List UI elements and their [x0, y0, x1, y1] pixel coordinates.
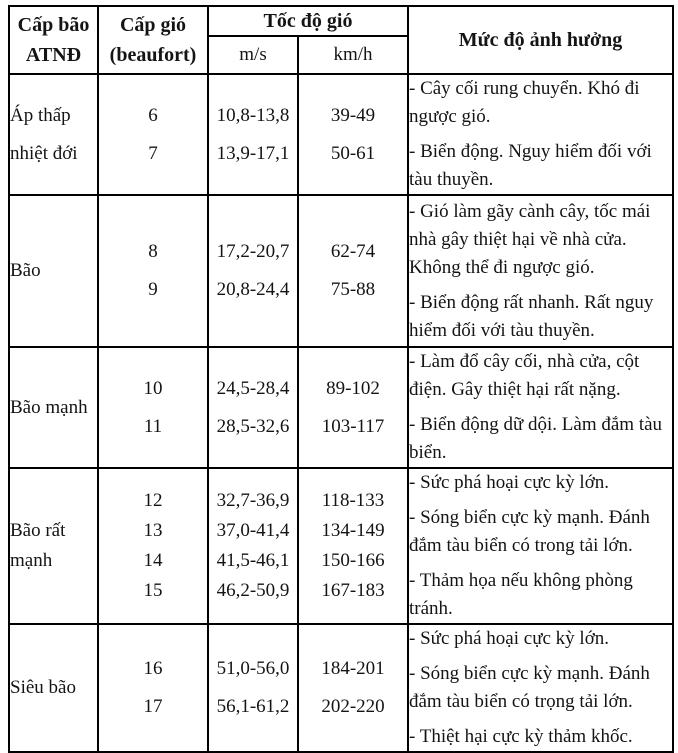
- kmh-range-cell: [298, 195, 408, 347]
- beaufort-level-cell: [98, 468, 208, 624]
- list-line: - Thảm họa nếu không phòng tránh.: [409, 570, 633, 619]
- list-line: 75-88: [330, 279, 376, 300]
- list-line: 150-166: [321, 550, 385, 571]
- list-line: 202-220: [321, 696, 385, 717]
- list-line: ATNĐ: [25, 44, 82, 66]
- list-line: - Biển động dữ dội. Làm đắm tàu biển.: [409, 414, 663, 463]
- kmh-range-cell: [298, 74, 408, 195]
- list-line: 134-149: [321, 520, 385, 541]
- impact-cell: [408, 624, 673, 752]
- ms-range-cell: [208, 195, 298, 347]
- list-line: 24,5-28,4: [216, 377, 290, 399]
- kmh-range-cell: [298, 624, 408, 752]
- list-line: - Làm đổ cây cối, nhà cửa, cột điện. Gây thiệt hại rất nặng.: [409, 351, 640, 400]
- list-line: 8: [148, 241, 158, 262]
- list-line: - Sức phá hoại cực kỳ lớn.: [409, 472, 610, 493]
- impact-cell: [408, 195, 673, 347]
- list-line: 9: [148, 279, 158, 300]
- storm-category-cell: Bão mạnh: [9, 347, 98, 468]
- list-line: 184-201: [321, 658, 385, 679]
- ms-range-cell: [208, 74, 298, 195]
- list-line: 62-74: [330, 241, 376, 262]
- list-line: 6: [148, 104, 158, 126]
- list-line: 17: [143, 696, 163, 717]
- list-line: - Sóng biển cực kỳ mạnh. Đánh đắm tàu biển có trong tải lớn.: [409, 507, 650, 556]
- list-line: - Cây cối rung chuyển. Khó đi ngược gió.: [409, 78, 640, 127]
- list-line: 13: [143, 520, 163, 541]
- impact-cell: [408, 74, 673, 195]
- kmh-range-cell: [298, 347, 408, 468]
- list-line: - Sức phá hoại cực kỳ lớn.: [409, 628, 610, 649]
- beaufort-level-cell: [98, 347, 208, 468]
- list-line: Cấp bão: [17, 14, 90, 36]
- list-line: 167-183: [321, 580, 385, 601]
- list-line: 14: [143, 550, 163, 571]
- list-line: - Biển động. Nguy hiểm đối với tàu thuyền.: [409, 141, 652, 190]
- list-line: 32,7-36,9: [216, 490, 290, 511]
- table-row: [9, 347, 673, 468]
- list-line: Cấp gió: [119, 14, 187, 36]
- list-line: 103-117: [321, 415, 385, 437]
- list-line: 16: [143, 658, 163, 679]
- list-line: 51,0-56,0: [216, 658, 290, 679]
- table-row: [9, 195, 673, 347]
- table-row: [9, 468, 673, 624]
- impact-cell: [408, 347, 673, 468]
- table-row: [9, 74, 673, 195]
- list-line: 17,2-20,7: [216, 241, 290, 262]
- list-line: 10: [143, 377, 163, 399]
- list-line: 46,2-50,9: [216, 580, 290, 601]
- header-impact: Mức độ ảnh hưởng: [408, 6, 673, 74]
- storm-category-cell: Siêu bão: [9, 624, 98, 752]
- storm-classification-table: [8, 5, 674, 753]
- list-line: - Gió làm gãy cành cây, tốc mái nhà gây thiệt hại về nhà cửa. Không thể đi ngược gió.: [409, 200, 651, 278]
- list-line: 118-133: [321, 490, 385, 511]
- beaufort-level-cell: [98, 74, 208, 195]
- kmh-range-cell: [298, 468, 408, 624]
- list-line: 11: [143, 415, 163, 437]
- list-line: 89-102: [326, 377, 380, 399]
- beaufort-level-cell: [98, 624, 208, 752]
- ms-range-cell: [208, 624, 298, 752]
- list-line: 10,8-13,8: [216, 104, 290, 126]
- list-line: 39-49: [330, 104, 376, 126]
- list-line: 12: [143, 490, 163, 511]
- list-line: 15: [143, 580, 163, 601]
- impact-cell: [408, 468, 673, 624]
- list-line: - Sóng biển cực kỳ mạnh. Đánh đắm tàu biển có trọng tải lớn.: [409, 663, 650, 712]
- storm-category-cell: Bão rất mạnh: [9, 468, 98, 624]
- ms-range-cell: [208, 468, 298, 624]
- header-wind-speed: Tốc độ gió: [208, 6, 408, 36]
- storm-category-cell: Áp thấp nhiệt đới: [9, 74, 98, 195]
- list-line: (beaufort): [109, 44, 197, 66]
- list-line: 56,1-61,2: [216, 696, 290, 717]
- list-line: 28,5-32,6: [216, 415, 290, 437]
- beaufort-level-cell: [98, 195, 208, 347]
- list-line: 41,5-46,1: [216, 550, 290, 571]
- ms-range-cell: [208, 347, 298, 468]
- list-line: 20,8-24,4: [216, 279, 290, 300]
- list-line: - Thiệt hại cực kỳ thảm khốc.: [409, 726, 633, 747]
- list-line: 37,0-41,4: [216, 520, 290, 541]
- header-beaufort: [98, 6, 208, 74]
- list-line: 13,9-17,1: [216, 142, 290, 164]
- header-row-top: [9, 6, 673, 36]
- header-storm-category: [9, 6, 98, 74]
- list-line: - Biển động rất nhanh. Rất nguy hiểm đối với tàu thuyền.: [409, 291, 654, 341]
- list-line: 50-61: [330, 142, 376, 164]
- header-unit-kmh: km/h: [298, 36, 408, 74]
- list-line: 7: [148, 142, 158, 164]
- storm-category-cell: Bão: [9, 195, 98, 347]
- table-row: [9, 624, 673, 752]
- header-unit-ms: m/s: [208, 36, 298, 74]
